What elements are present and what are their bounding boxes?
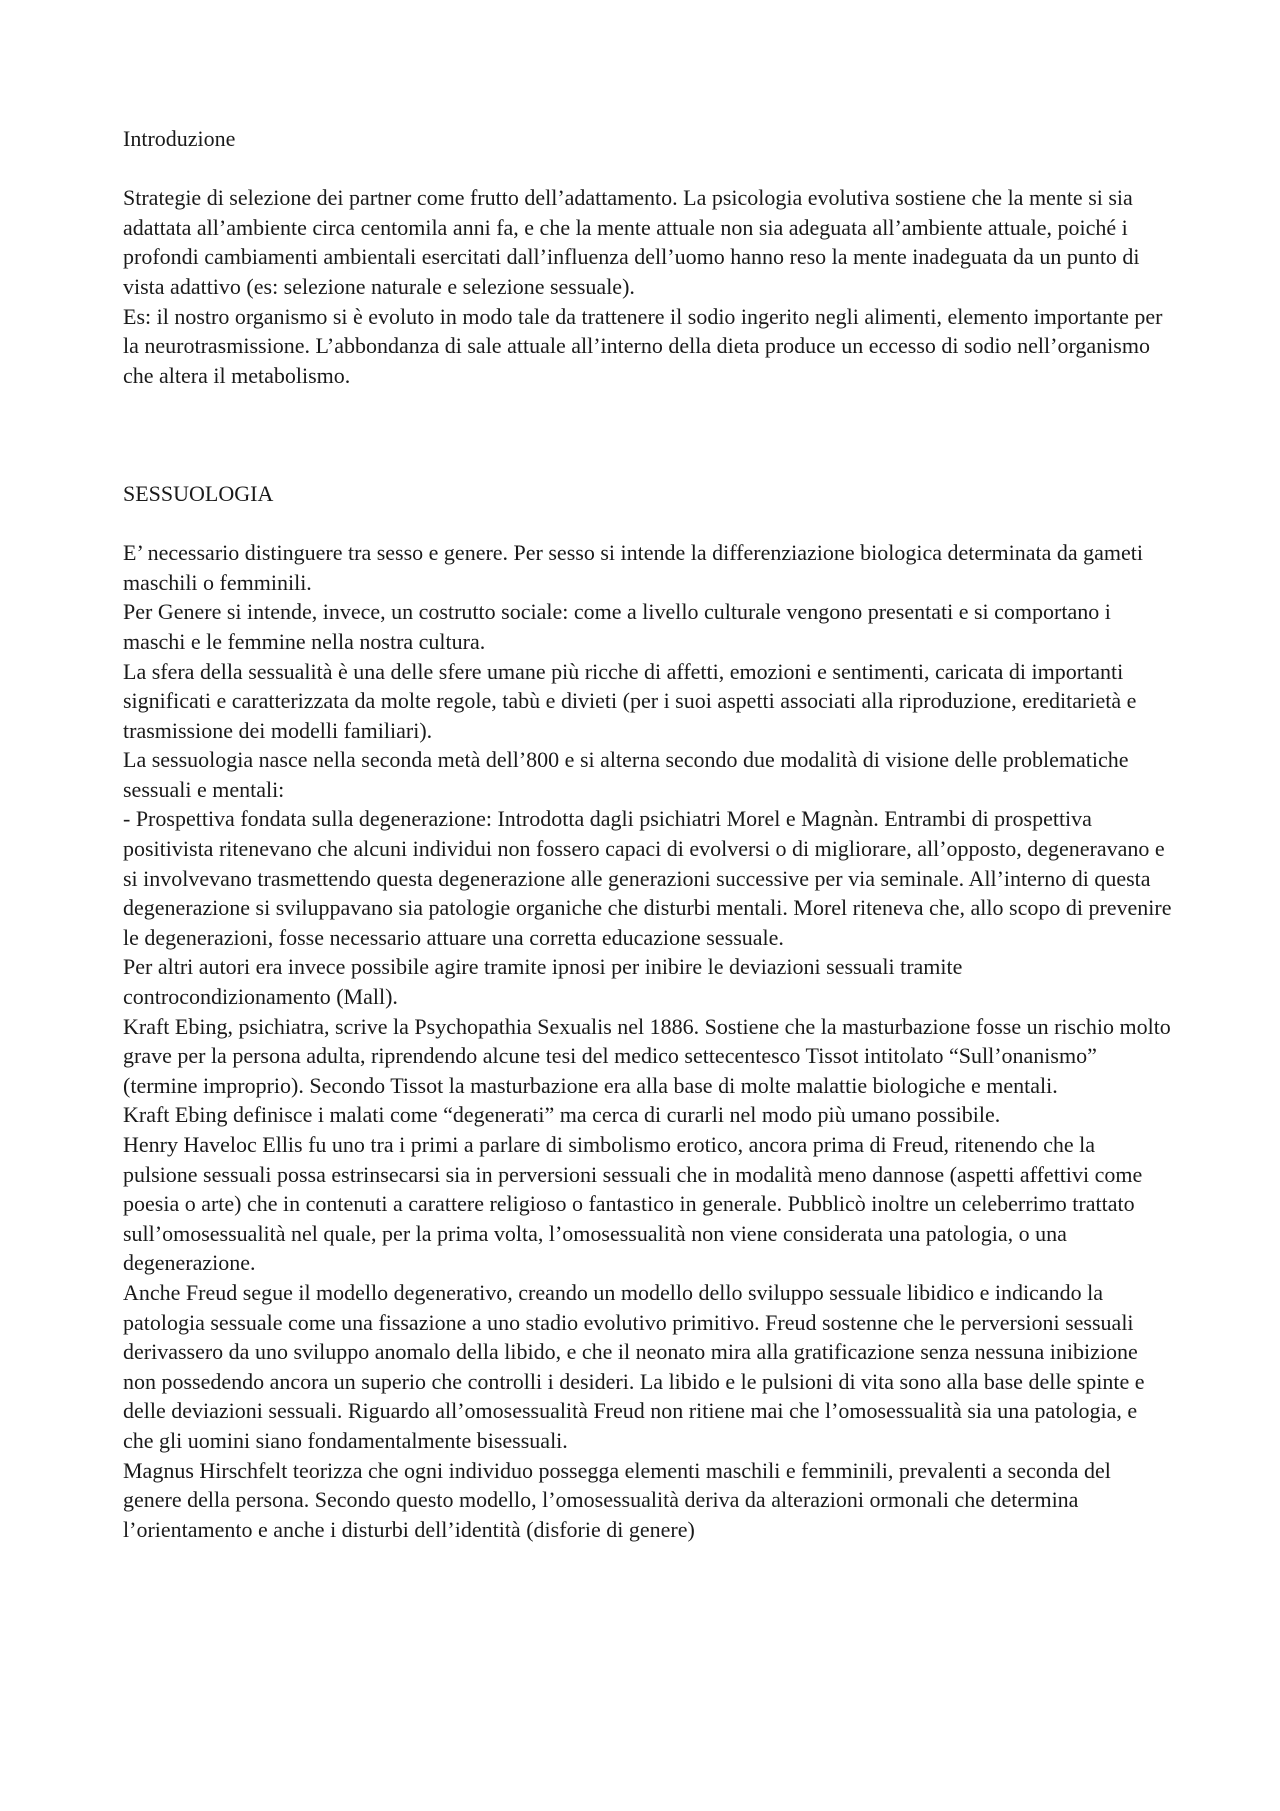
section-paragraph-5: - Prospettiva fondata sulla degenerazione: Introdotta dagli psichiatri Morel e Magnàn. Entrambi di prospettiva positivista ritenevano che alcuni individui non fossero capaci di evolversi o di migliorare, all’opposto, degeneravano e si involvevano trasmettendo questa degenerazione alle generazioni successive per via seminale. All’interno di questa degenerazione si sviluppavano sia patologie organiche che disturbi mentali. Morel riteneva che, allo scopo di prevenire le degenerazioni, fosse necessario attuare una corretta educazione sessuale. xyxy=(123,806,1172,950)
section-paragraph-8: Kraft Ebing definisce i malati come “degenerati” ma cerca di curarli nel modo più umano possibile. xyxy=(123,1102,1001,1128)
intro-paragraph-1: Strategie di selezione dei partner come frutto dell’adattamento. La psicologia evolutiva sostiene che la mente si sia adattata all’ambiente circa centomila anni fa, e che la mente attuale non sia adeguata all’ambiente attuale, poiché i profondi cambiamenti ambientali esercitati dall’influenza dell’uomo hanno reso la mente inadeguata da un punto di vista adattivo (es: selezione naturale e selezione sessuale). xyxy=(123,185,1140,299)
section-paragraph-4: La sessuologia nasce nella seconda metà dell’800 e si alterna secondo due modalità di visione delle problematiche sessuali e mentali: xyxy=(123,747,1129,802)
section-paragraph-7: Kraft Ebing, psichiatra, scrive la Psychopathia Sexualis nel 1886. Sostiene che la masturbazione fosse un rischio molto grave per la persona adulta, riprendendo alcune tesi del medico settecentesco Tissot intitolato “Sull’onanismo” (termine improprio). Secondo Tissot la masturbazione era alla base di molte malattie biologiche e mentali. xyxy=(123,1013,1171,1098)
spacer xyxy=(123,509,1173,539)
section-paragraph-11: Magnus Hirschfelt teorizza che ogni individuo possegga elementi maschili e femminili, prevalenti a seconda del genere della persona. Secondo questo modello, l’omosessualità deriva da alterazioni ormonali che determina l’orientamento e anche i disturbi dell’identità (disforie di genere) xyxy=(123,1457,1111,1542)
section-paragraph-6: Per altri autori era invece possibile agire tramite ipnosi per inibire le deviazioni sessuali tramite controcondizionamento (Mall). xyxy=(123,954,963,1010)
intro-paragraph-2: Es: il nostro organismo si è evoluto in modo tale da trattenere il sodio ingerito negli alimenti, elemento importante per la neurotrasmissione. L’abbondanza di sale attuale all’interno della dieta produce un eccesso di sodio nell’organismo che altera il metabolismo. xyxy=(123,303,1163,388)
spacer xyxy=(123,154,1173,184)
intro-heading: Introduzione xyxy=(123,126,236,151)
section-paragraph-2: Per Genere si intende, invece, un costrutto sociale: come a livello culturale vengono presentati e si comportano i maschi e le femmine nella nostra cultura. xyxy=(123,599,1111,654)
section-paragraph-1: E’ necessario distinguere tra sesso e genere. Per sesso si intende la differenziazione biologica determinata da gameti maschili o femminili. xyxy=(123,540,1143,595)
section-heading: SESSUOLOGIA xyxy=(123,480,274,506)
section-paragraph-9: Henry Haveloc Ellis fu uno tra i primi a parlare di simbolismo erotico, ancora prima di Freud, ritenendo che la pulsione sessuali possa estrinsecarsi sia in perversioni sessuali che in modalità meno dannose (aspetti affettivi come poesia o arte) che in contenuti a carattere religioso o fantastico in generale. Pubblicò inoltre un celeberrimo trattato sull’omosessualità nel quale, per la prima volta, l’omosessualità non viene considerata una patologia, o una degenerazione. xyxy=(123,1132,1143,1276)
section-paragraph-10: Anche Freud segue il modello degenerativo, creando un modello dello sviluppo sessuale libidico e indicando la patologia sessuale come una fissazione a uno stadio evolutivo primitivo. Freud sostenne che le perversioni sessuali derivassero da uno sviluppo anomalo della libido, e che il neonato mira alla gratificazione senza nessuna inibizione non possedendo ancora un superio che controlli i desideri. La libido e le pulsioni di vita sono alla base delle spinte e delle deviazioni sessuali. Riguardo all’omosessualità Freud non ritiene mai che l’omosessualità sia una patologia, e che gli uomini siano fondamentalmente bisessuali. xyxy=(123,1279,1145,1453)
section-paragraph-3: La sfera della sessualità è una delle sfere umane più ricche di affetti, emozioni e sentimenti, caricata di importanti significati e caratterizzata da molte regole, tabù e divieti (per i suoi aspetti associati alla riproduzione, ereditarietà e trasmissione dei modelli familiari). xyxy=(123,658,1137,743)
document-body xyxy=(123,124,1173,1544)
spacer xyxy=(123,449,1173,479)
spacer xyxy=(123,390,1173,449)
